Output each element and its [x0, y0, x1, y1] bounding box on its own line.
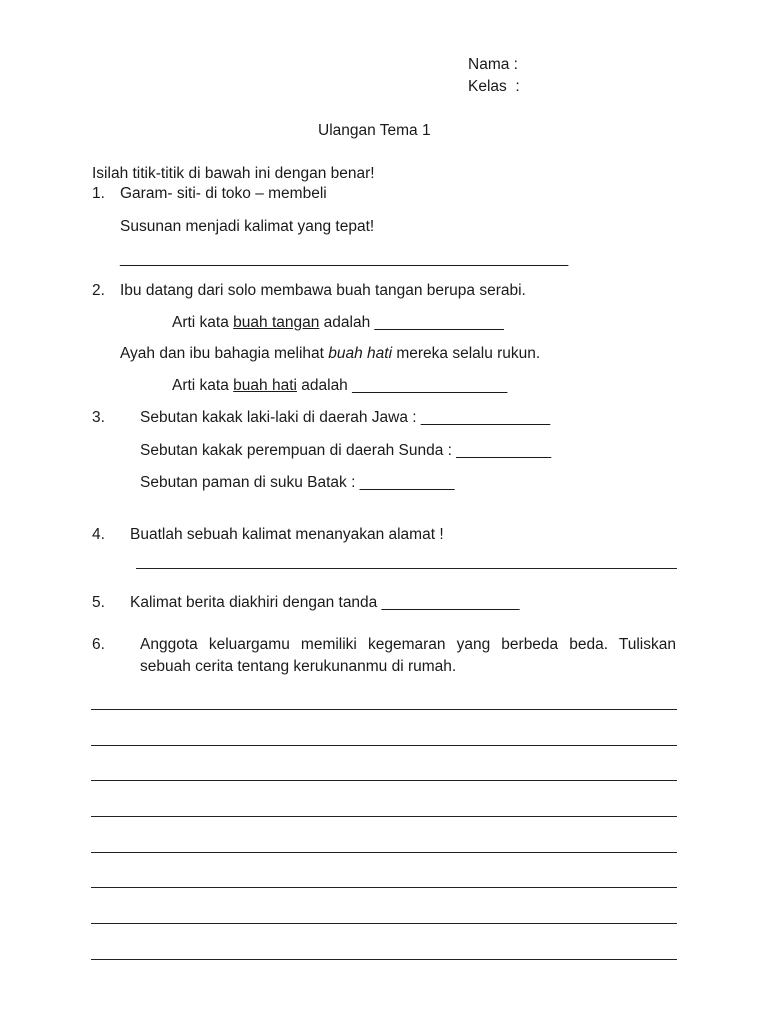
- q2-number: 2.: [92, 282, 105, 299]
- q2-c-blank[interactable]: __________________: [352, 377, 508, 394]
- essay-line[interactable]: [91, 887, 677, 888]
- q1-prompt: Susunan menjadi kalimat yang tepat!: [120, 218, 375, 235]
- q2-a-term: buah tangan: [233, 314, 320, 331]
- q4-answer-line[interactable]: [136, 568, 677, 569]
- q2-line-a: [172, 314, 504, 332]
- worksheet-title: Ulangan Tema 1: [318, 122, 431, 139]
- q2-c-post: adalah: [296, 377, 353, 394]
- q4-number: 4.: [92, 526, 105, 543]
- q2-b-post: mereka selalu rukun.: [392, 345, 541, 362]
- q5-number: 5.: [92, 594, 105, 611]
- q1-answer-blank[interactable]: ____________________________________________________: [120, 250, 569, 267]
- essay-line[interactable]: [91, 959, 677, 960]
- q2-line-c: [172, 377, 507, 395]
- q4-text: Buatlah sebuah kalimat menanyakan alamat !: [130, 526, 444, 543]
- q3-number: 3.: [92, 409, 105, 426]
- q3-line-1[interactable]: Sebutan kakak laki-laki di daerah Jawa : _______________: [140, 409, 551, 426]
- class-label: Kelas :: [468, 78, 520, 95]
- q2-a-post: adalah: [319, 314, 375, 331]
- essay-line[interactable]: [91, 852, 677, 853]
- q2-b-pre: Ayah dan ibu bahagia melihat: [120, 345, 329, 362]
- essay-line[interactable]: [91, 745, 677, 746]
- q2-line-b: [120, 345, 540, 363]
- essay-line[interactable]: [91, 816, 677, 817]
- q1-number: 1.: [92, 185, 105, 202]
- name-label: Nama :: [468, 56, 518, 73]
- q2-c-pre: Arti kata: [172, 377, 234, 394]
- q5-text[interactable]: Kalimat berita diakhiri dengan tanda ________________: [130, 594, 520, 611]
- q2-b-term: buah hati: [328, 345, 393, 362]
- q2-a-blank[interactable]: _______________: [374, 314, 504, 331]
- q1-text: Garam- siti- di toko – membeli: [120, 185, 327, 202]
- q2-a-pre: Arti kata: [172, 314, 234, 331]
- instruction-text: Isilah titik-titik di bawah ini dengan benar!: [92, 165, 375, 182]
- q6-text: Anggota keluargamu memiliki kegemaran yang berbeda beda. Tuliskan sebuah cerita tentang kerukunanmu di rumah.: [140, 636, 676, 675]
- q2-text: Ibu datang dari solo membawa buah tangan berupa serabi.: [120, 282, 526, 299]
- essay-line[interactable]: [91, 780, 677, 781]
- essay-line[interactable]: [91, 923, 677, 924]
- q3-line-2[interactable]: Sebutan kakak perempuan di daerah Sunda : ___________: [140, 442, 552, 459]
- q6-number: 6.: [92, 636, 105, 653]
- q2-c-term: buah hati: [233, 377, 297, 394]
- q3-line-3[interactable]: Sebutan paman di suku Batak : ___________: [140, 474, 455, 491]
- essay-line[interactable]: [91, 709, 677, 710]
